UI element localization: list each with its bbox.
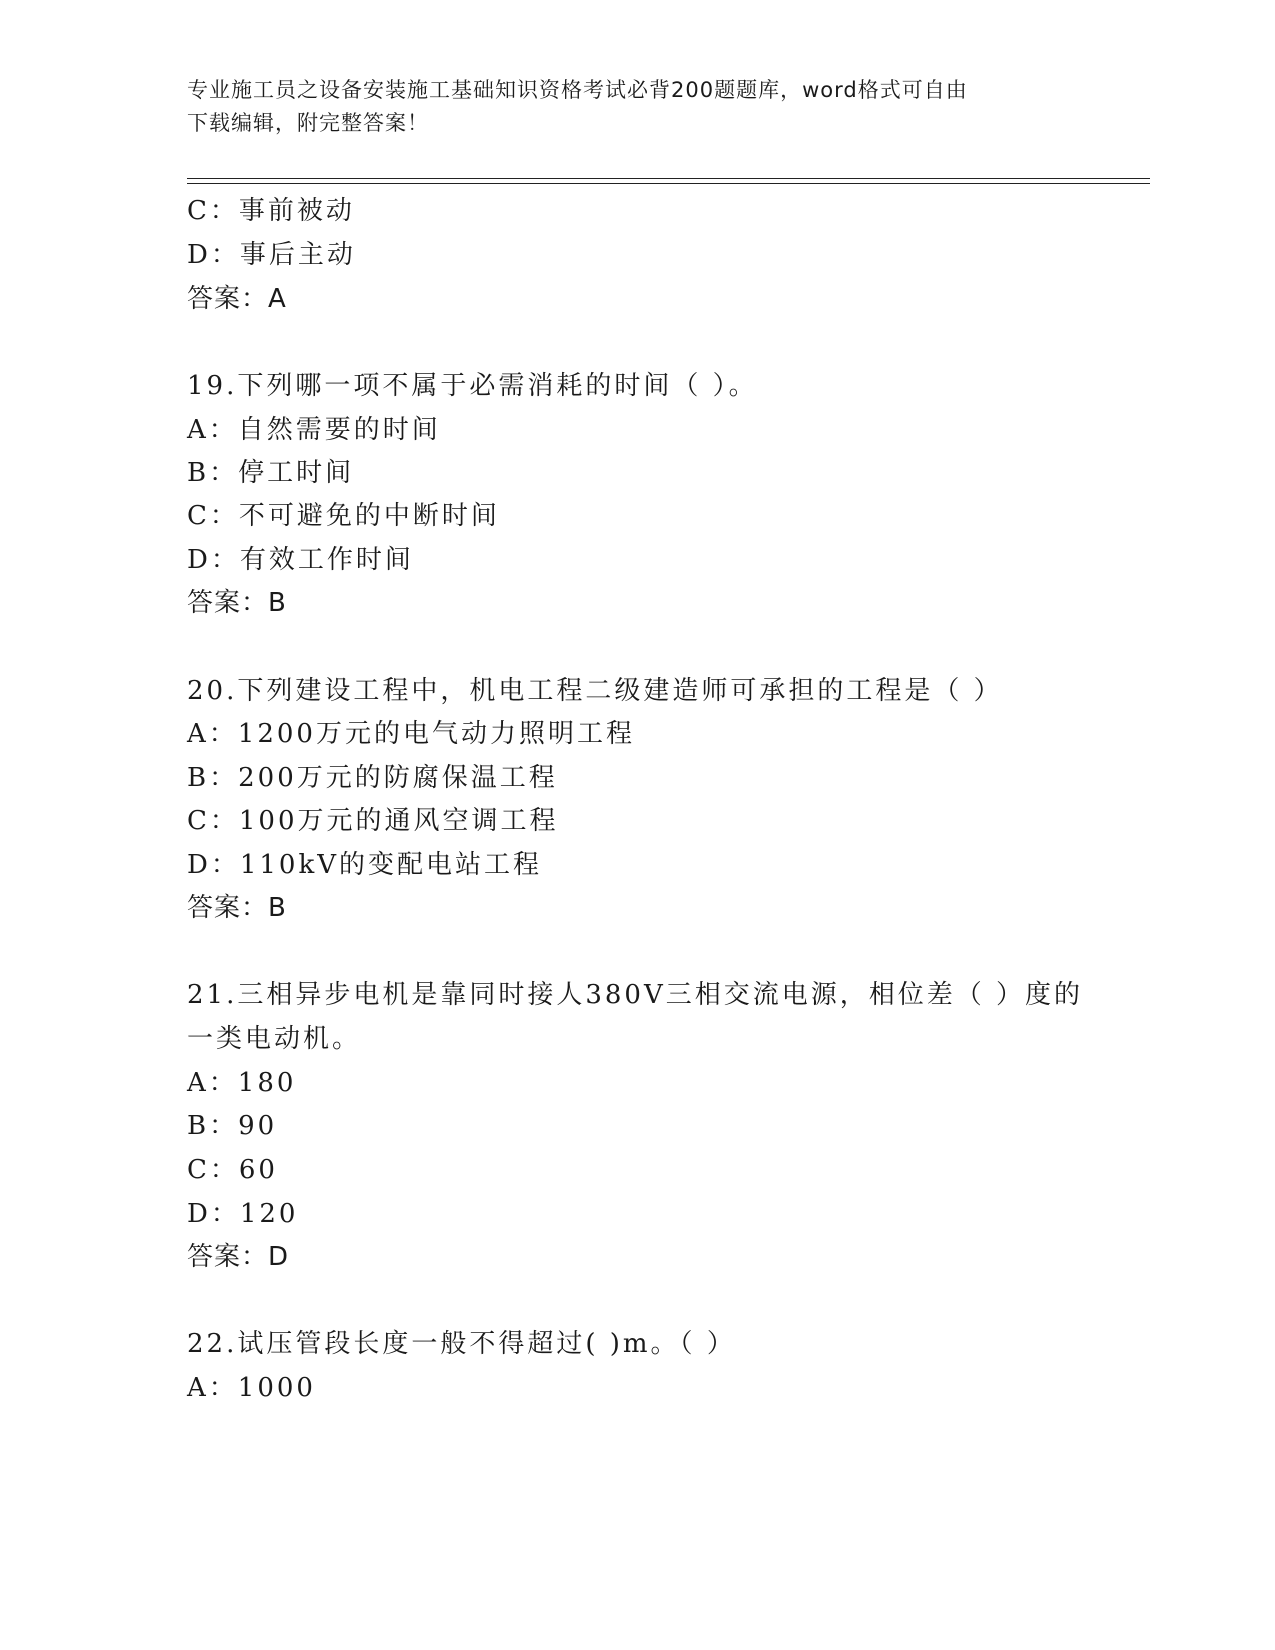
header-line-1: 专业施工员之设备安装施工基础知识资格考试必背200题题库，word格式可自由 — [187, 78, 968, 102]
q19-option-a: A：自然需要的时间 — [187, 415, 441, 445]
q20-option-c: C：100万元的通风空调工程 — [187, 806, 559, 836]
q20-option-b: B：200万元的防腐保温工程 — [187, 763, 558, 793]
header-divider-top — [187, 178, 1150, 179]
q20-answer: 答案：B — [187, 893, 287, 923]
q22-stem: 22.试压管段长度一般不得超过( )m。（ ） — [187, 1329, 736, 1359]
q21-answer: 答案：D — [187, 1242, 290, 1272]
q21-stem-line-2: 一类电动机。 — [187, 1024, 362, 1054]
q20-stem: 20.下列建设工程中，机电工程二级建造师可承担的工程是（ ） — [187, 676, 1003, 706]
q21-option-c: C：60 — [187, 1155, 278, 1185]
prev-option-d: D：事后主动 — [187, 240, 356, 270]
q19-answer: 答案：B — [187, 588, 287, 618]
q19-option-c: C：不可避免的中断时间 — [187, 501, 500, 531]
q21-option-a: A：180 — [187, 1068, 297, 1098]
header-line-2: 下载编辑，附完整答案！ — [187, 111, 429, 135]
q19-option-d: D：有效工作时间 — [187, 545, 414, 575]
q20-option-d: D：110kV的变配电站工程 — [187, 850, 543, 880]
q21-stem-line-1: 21.三相异步电机是靠同时接人380V三相交流电源，相位差（ ）度的 — [187, 980, 1084, 1010]
q19-option-b: B：停工时间 — [187, 458, 355, 488]
prev-option-c: C：事前被动 — [187, 196, 355, 226]
page-header — [187, 74, 1067, 140]
prev-answer: 答案：A — [187, 284, 287, 314]
q20-option-a: A：1200万元的电气动力照明工程 — [187, 719, 635, 749]
q19-stem: 19.下列哪一项不属于必需消耗的时间（ ）。 — [187, 371, 758, 401]
q21-option-b: B：90 — [187, 1111, 278, 1141]
header-divider-bottom — [187, 183, 1150, 184]
q22-option-a: A：1000 — [187, 1373, 316, 1403]
q21-option-d: D：120 — [187, 1199, 299, 1229]
